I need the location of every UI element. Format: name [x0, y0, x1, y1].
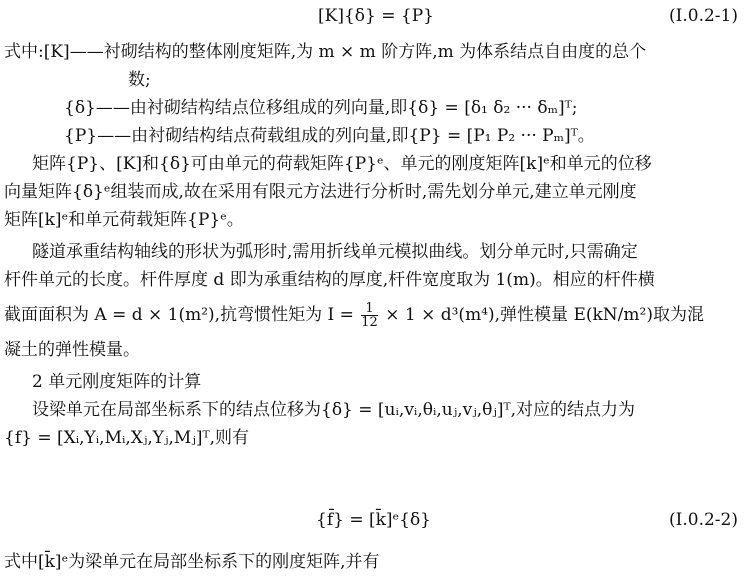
- text-line-5: 矩阵{P}、[K]和{δ}可由单元的荷载矩阵{P}ᵉ、单元的刚度矩阵[k]ᵉ和单元的位移: [32, 154, 652, 174]
- text-line-2: 数;: [128, 70, 151, 90]
- text-line-10-part-b: × 1 × d³(m⁴),弹性模量 E(kN/m²)取为混: [385, 305, 704, 325]
- text-line-13: 设梁单元在局部坐标系下的结点位移为{δ} = [uᵢ,vᵢ,θᵢ,uⱼ,vⱼ,θⱼ]ᵀ,对应的结点力为: [32, 400, 636, 420]
- text-line-11: 凝土的弹性模量。: [4, 340, 140, 360]
- text-line-14: {f} = [Xᵢ,Yᵢ,Mᵢ,Xⱼ,Yⱼ,Mⱼ]ᵀ,则有: [4, 428, 249, 448]
- text-line-8: 隧道承重结构轴线的形状为弧形时,需用折线单元模拟曲线。划分单元时,只需确定: [32, 242, 638, 262]
- equation-1-number: (I.0.2-1): [669, 6, 738, 26]
- equation-2-number: (I.0.2-2): [669, 510, 738, 530]
- equation-2: {f̄} = [k̄]ᵉ{δ}: [316, 510, 431, 530]
- text-line-4: {P}——由衬砌结构结点荷载组成的列向量,即{P} = [P₁ P₂ ··· Pₘ]ᵀ。: [64, 126, 595, 146]
- text-line-15: 式中[k̄]ᵉ为梁单元在局部坐标系下的刚度矩阵,并有: [4, 552, 380, 572]
- fraction-one-twelfth: [361, 302, 378, 329]
- text-line-6: 向量矩阵{δ}ᵉ组装而成,故在采用有限元方法进行分析时,需先划分单元,建立单元刚度: [4, 182, 637, 202]
- text-line-7: 矩阵[k]ᵉ和单元荷载矩阵{P}ᵉ。: [4, 210, 244, 230]
- fraction-denominator: 12: [361, 315, 378, 330]
- text-line-10-part-a: 截面面积为 A = d × 1(m²),抗弯惯性矩为 I =: [4, 305, 354, 325]
- text-line-1: 式中:[K]——衬砌结构的整体刚度矩阵,为 m × m 阶方阵,m 为体系结点自由度的总个: [4, 42, 647, 62]
- fraction-numerator: 1: [361, 302, 378, 316]
- text-line-10: [4, 302, 704, 329]
- section-heading: 2 单元刚度矩阵的计算: [32, 372, 202, 392]
- text-line-3: {δ}——由衬砌结构结点位移组成的列向量,即{δ} = [δ₁ δ₂ ··· δₘ]ᵀ;: [64, 98, 578, 118]
- equation-1: [K]{δ} = {P}: [318, 6, 434, 26]
- text-line-9: 杆件单元的长度。杆件厚度 d 即为承重结构的厚度,杆件宽度取为 1(m)。相应的杆件横: [4, 270, 655, 290]
